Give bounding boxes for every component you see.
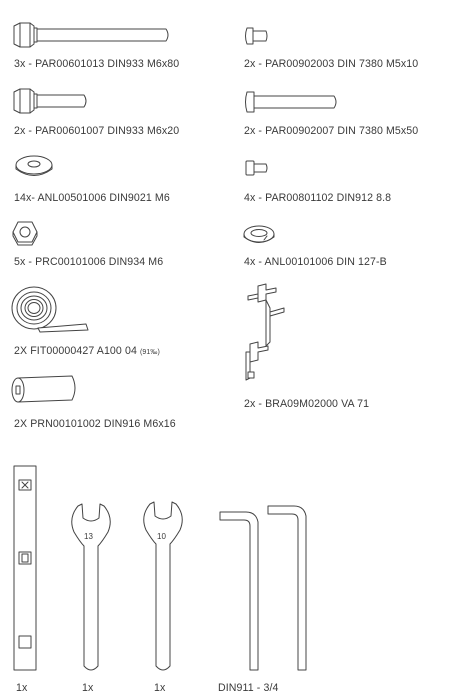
button-head-bolt-long-icon [244,90,344,114]
flat-washer-icon [14,152,54,178]
set-screw-icon [10,372,80,406]
part-label: 2x - BRA09M02000 VA 71 [244,398,370,410]
button-head-bolt-short-icon [244,26,274,46]
part-label-text: 2X FIT00000427 A100 04 [14,345,137,357]
wrench-size: 10 [157,532,167,541]
wrench-10-icon [140,498,186,676]
wrench-13-icon [68,500,114,676]
hex-bolt-short-icon [12,86,92,116]
tool-qty: 1x [16,682,28,694]
part-label [14,345,160,357]
socket-head-screw-icon [244,158,274,178]
part-label-note: (91‰) [140,349,160,356]
part-label: 14x- ANL00501006 DIN9021 M6 [14,192,170,204]
hex-bolt-long-icon [12,20,172,50]
hex-nut-icon [12,220,38,246]
tape-roll-icon [8,284,92,334]
part-label: 5x - PRC00101006 DIN934 M6 [14,256,164,268]
tool-qty: DIN911 - 3/4 [218,682,279,694]
hex-key-icon [216,504,320,676]
part-label: 3x - PAR00601013 DIN933 M6x80 [14,58,180,70]
part-label: 2X PRN00101002 DIN916 M6x16 [14,418,176,430]
part-label: 4x - ANL00101006 DIN 127-B [244,256,387,268]
part-label: 4x - PAR00801102 DIN912 8.8 [244,192,392,204]
mounting-bracket-icon [244,282,304,386]
part-label: 2x - PAR00902003 DIN 7380 M5x10 [244,58,419,70]
tool-qty: 1x [82,682,94,694]
wrench-size: 13 [84,532,94,541]
part-label: 2x - PAR00902007 DIN 7380 M5x50 [244,125,419,137]
spring-washer-icon [242,222,276,246]
spirit-level-icon [10,464,40,674]
part-label: 2x - PAR00601007 DIN933 M6x20 [14,125,180,137]
tool-qty: 1x [154,682,166,694]
